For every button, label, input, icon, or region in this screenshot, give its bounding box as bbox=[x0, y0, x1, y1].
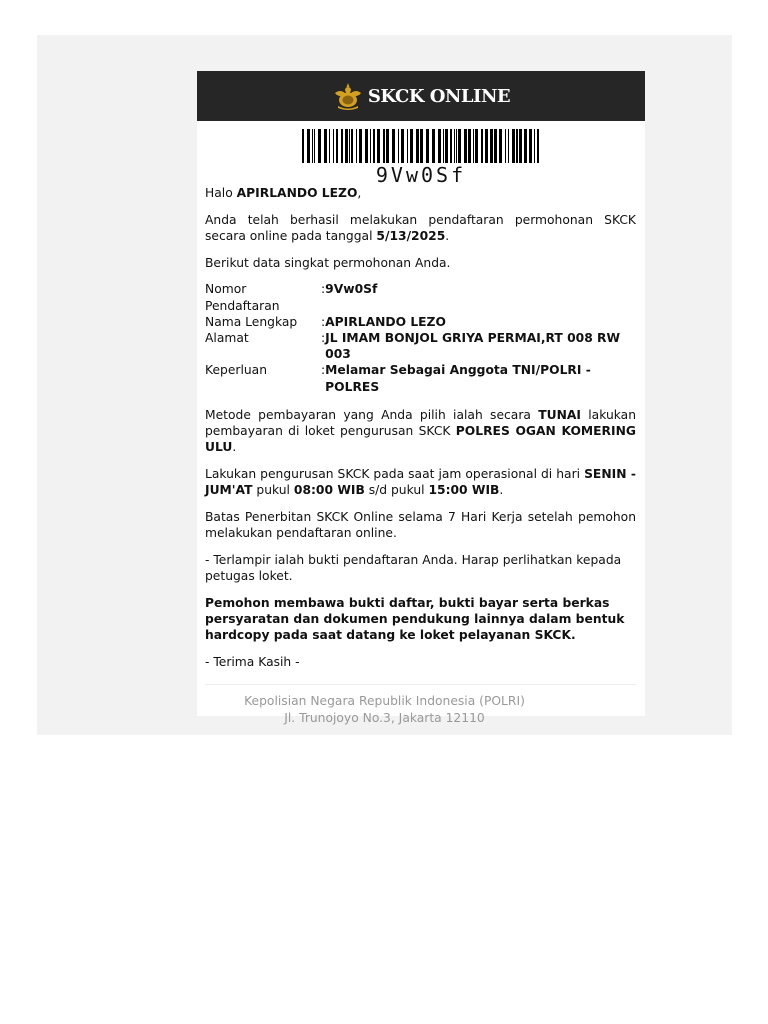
registration-date: 5/13/2025 bbox=[376, 228, 446, 243]
greeting bbox=[205, 185, 636, 201]
barcode-bar bbox=[456, 129, 457, 163]
info-separator: : bbox=[321, 330, 326, 345]
greeting-suffix: , bbox=[357, 186, 362, 200]
barcode-bar bbox=[454, 129, 455, 163]
payment-text: lakukan pembayaran di loket pengurusan SKCK bbox=[205, 407, 636, 438]
hours-text: pukul bbox=[252, 483, 294, 498]
barcode-bar bbox=[365, 129, 368, 163]
info-row-full-name bbox=[205, 314, 636, 330]
info-value: APIRLANDO LEZO bbox=[325, 314, 446, 329]
barcode-bar bbox=[464, 129, 467, 163]
closing-text: - Terima Kasih - bbox=[205, 654, 300, 669]
info-separator: : bbox=[321, 282, 326, 297]
barcode-bar bbox=[370, 129, 371, 163]
info-label: Nama Lengkap bbox=[205, 314, 298, 329]
barcode-code-text: 9Vw0Sf bbox=[375, 163, 467, 187]
barcode-bar bbox=[508, 129, 509, 163]
barcode-image bbox=[302, 129, 540, 163]
closing-time: 15:00 WIB bbox=[428, 483, 500, 498]
barcode-bar bbox=[445, 129, 448, 163]
barcode-bar bbox=[516, 129, 518, 163]
barcode-bar bbox=[519, 129, 522, 163]
opening-time: 08:00 WIB bbox=[293, 483, 365, 498]
barcode-bar bbox=[416, 129, 419, 163]
barcode-bar bbox=[349, 129, 350, 163]
intro-paragraph bbox=[205, 212, 636, 244]
payment-paragraph bbox=[205, 407, 636, 456]
police-emblem-icon bbox=[332, 82, 364, 110]
barcode-bar bbox=[377, 129, 380, 163]
info-value: JL IMAM BONJOL GRIYA PERMAI,RT 008 RW 003 bbox=[325, 330, 621, 362]
barcode-bar bbox=[529, 129, 532, 163]
barcode-bar bbox=[318, 129, 321, 163]
barcode-bar bbox=[314, 129, 315, 163]
barcode-bar bbox=[475, 129, 478, 163]
barcode-bar bbox=[468, 129, 471, 163]
barcode-bar bbox=[450, 129, 452, 163]
barcode-bar bbox=[392, 129, 395, 163]
divider bbox=[205, 684, 636, 685]
barcode-bar bbox=[383, 129, 385, 163]
barcode-bar bbox=[410, 129, 413, 163]
intro-text: Anda telah berhasil melakukan pendaftaran permohonan SKCK secara online pada tanggal bbox=[205, 212, 636, 243]
info-row-purpose bbox=[205, 362, 636, 394]
payment-method: TUNAI bbox=[538, 407, 581, 422]
barcode-bar bbox=[505, 129, 506, 163]
footer-org: Kepolisian Negara Republik Indonesia (POLRI) bbox=[244, 694, 525, 708]
barcode-bar bbox=[458, 129, 461, 163]
barcode-bar bbox=[524, 129, 527, 163]
summary-intro: Berikut data singkat permohonan Anda. bbox=[205, 255, 451, 270]
barcode-bar bbox=[351, 129, 353, 163]
barcode-bar bbox=[341, 129, 343, 163]
barcode-bar bbox=[438, 129, 441, 163]
barcode-bar bbox=[356, 129, 357, 163]
header-bar bbox=[197, 71, 645, 121]
info-separator: : bbox=[321, 363, 326, 378]
barcode-bar bbox=[534, 129, 535, 163]
barcode-bar bbox=[473, 129, 474, 163]
info-value: 9Vw0Sf bbox=[325, 282, 378, 297]
barcode-bar bbox=[336, 129, 338, 163]
barcode-bar bbox=[307, 129, 310, 163]
info-row-registration-number bbox=[205, 281, 636, 313]
deadline-paragraph: Batas Penerbitan SKCK Online selama 7 Hari Kerja setelah pemohon melakukan pendaftaran online. bbox=[205, 509, 636, 540]
brand-logo bbox=[332, 82, 510, 110]
footer-address: Jl. Trunojoyo No.3, Jakarta 12110 bbox=[284, 710, 485, 725]
barcode-bar bbox=[302, 129, 304, 163]
barcode-bar bbox=[329, 129, 330, 163]
barcode-bar bbox=[373, 129, 375, 163]
barcode-bar bbox=[443, 129, 444, 163]
barcode-bar bbox=[312, 129, 313, 163]
barcode-bar bbox=[494, 129, 497, 163]
requirements-note: Pemohon membawa bukti daftar, bukti bayar serta berkas persyaratan dan dokumen pendukung lainnya dalam bentuk hardcopy pada saat datang ke loket pelayanan SKCK. bbox=[205, 595, 625, 642]
info-label: Alamat bbox=[205, 330, 249, 345]
operating-days: SENIN - JUM'AT bbox=[205, 466, 636, 498]
payment-location: POLRES OGAN KOMERING ULU bbox=[205, 423, 636, 455]
hours-paragraph bbox=[205, 466, 636, 498]
barcode-block bbox=[197, 129, 645, 185]
barcode-bar bbox=[426, 129, 429, 163]
hours-text: s/d pukul bbox=[364, 483, 429, 498]
barcode-bar bbox=[386, 129, 389, 163]
barcode-bar bbox=[481, 129, 483, 163]
email-body bbox=[197, 185, 645, 685]
email-background bbox=[37, 35, 732, 735]
intro-suffix: . bbox=[445, 228, 450, 243]
barcode-bar bbox=[420, 129, 423, 163]
info-label: Keperluan bbox=[205, 363, 267, 378]
barcode-bar bbox=[359, 129, 362, 163]
attachment-note: - Terlampir ialah bukti pendaftaran Anda. Harap perlihatkan kepada petugas loket. bbox=[205, 552, 622, 583]
hours-text: Lakukan pengurusan SKCK pada saat jam operasional di hari bbox=[205, 466, 585, 481]
email-card bbox=[197, 71, 645, 716]
barcode-bar bbox=[499, 129, 502, 163]
payment-text: Metode pembayaran yang Anda pilih ialah secara bbox=[205, 407, 539, 422]
barcode-bar bbox=[345, 129, 348, 163]
barcode-bar bbox=[485, 129, 488, 163]
barcode-bar bbox=[398, 129, 399, 163]
barcode-bar bbox=[490, 129, 493, 163]
brand-title: SKCK ONLINE bbox=[367, 85, 511, 107]
info-label: Nomor Pendaftaran bbox=[205, 282, 280, 313]
info-table bbox=[205, 281, 636, 394]
barcode-bar bbox=[324, 129, 327, 163]
applicant-name: APIRLANDO LEZO bbox=[236, 186, 358, 200]
barcode-bar bbox=[401, 129, 404, 163]
footer bbox=[37, 693, 732, 726]
info-value: Melamar Sebagai Anggota TNI/POLRI - POLRES bbox=[325, 363, 591, 394]
info-row-address bbox=[205, 330, 636, 362]
greeting-prefix: Halo bbox=[205, 186, 237, 200]
barcode-bar bbox=[512, 129, 515, 163]
hours-text: . bbox=[499, 483, 504, 498]
barcode-bar bbox=[432, 129, 435, 163]
payment-text: . bbox=[232, 440, 237, 455]
info-separator: : bbox=[321, 314, 326, 329]
barcode-bar bbox=[333, 129, 334, 163]
barcode-bar bbox=[407, 129, 408, 163]
barcode-bar bbox=[537, 129, 539, 163]
